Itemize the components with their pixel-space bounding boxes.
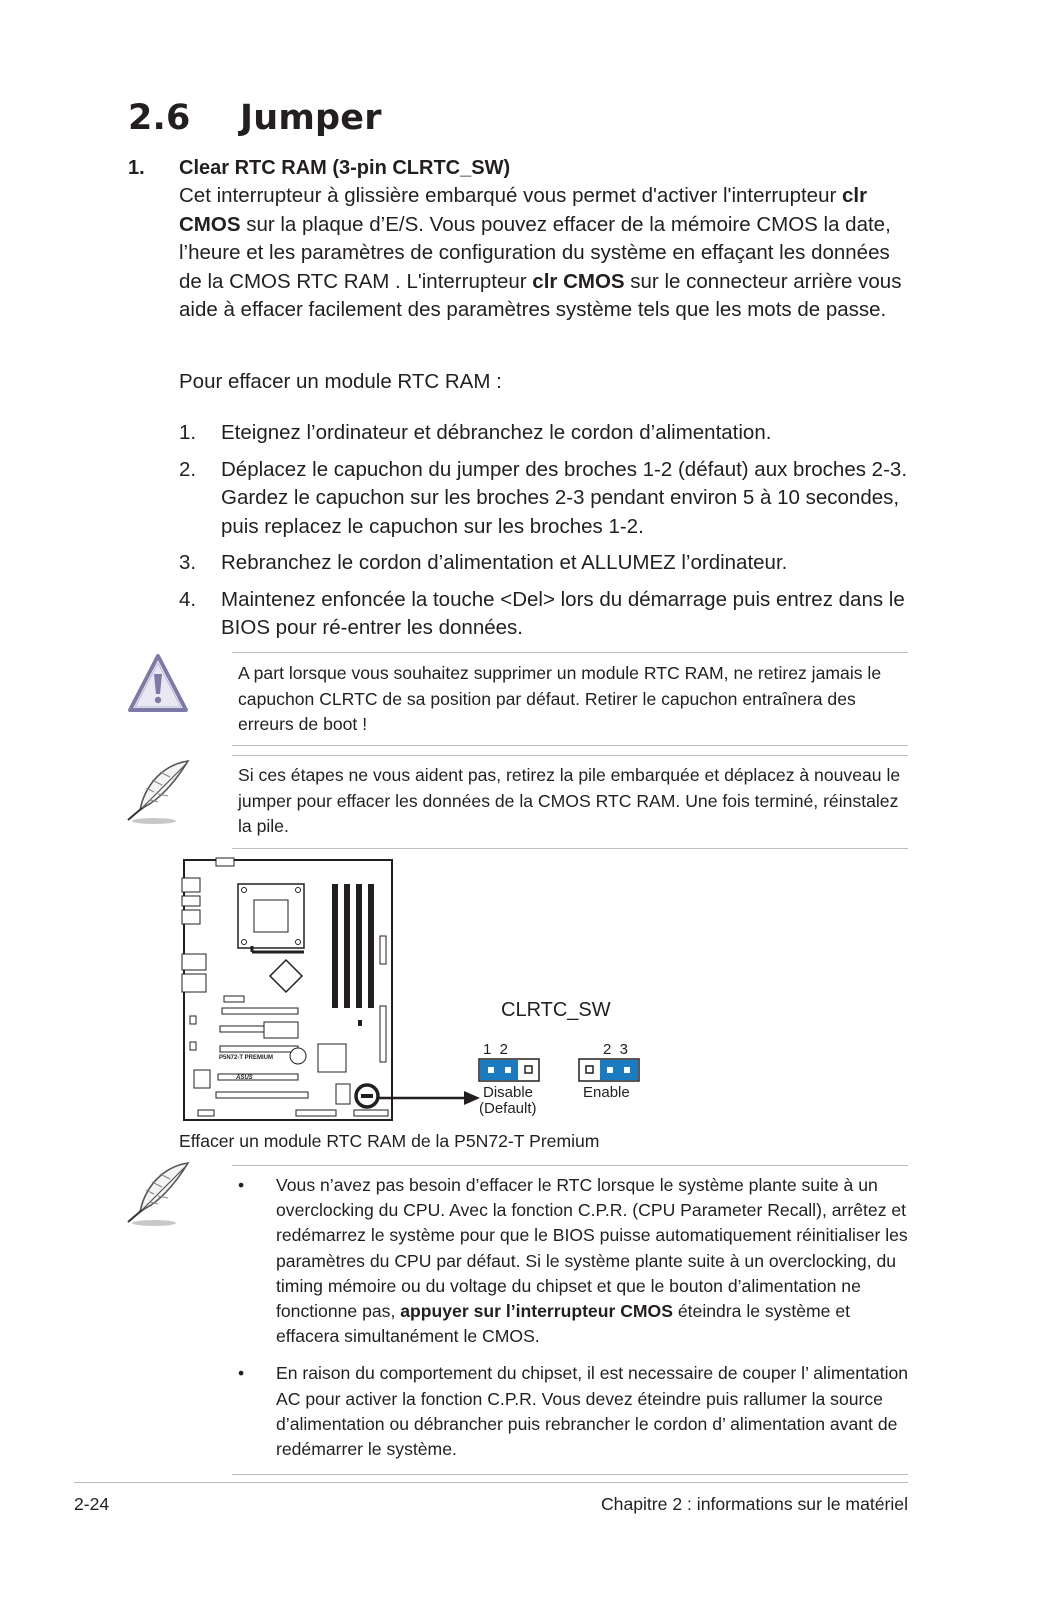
jumper-label: CLRTC_SW — [501, 999, 611, 1021]
step-item — [179, 419, 914, 448]
list-item — [238, 1173, 910, 1349]
step-number: 2. — [179, 457, 197, 481]
item-heading — [128, 157, 510, 180]
divider — [232, 652, 908, 653]
bullet-text: éteindra le système et effacera simultanément le CMOS. — [276, 1301, 850, 1347]
section-title — [128, 98, 382, 138]
page-number: 2-24 — [74, 1494, 110, 1514]
divider — [232, 1165, 908, 1166]
desc-text-c: sur le connecteur arrière vous aide à effacer facilement des paramètres système tels que les mots de passe. — [179, 269, 902, 321]
pins-enable-numbers: 2 3 — [603, 1041, 629, 1058]
note-bullet-list — [238, 1173, 910, 1474]
item-title: Clear RTC RAM (3-pin CLRTC_SW) — [179, 157, 511, 179]
step-item — [179, 586, 914, 643]
feather-note-icon — [124, 758, 192, 826]
divider — [232, 1474, 908, 1475]
step-text: Rebranchez le cordon d’alimentation et ALLUMEZ l’ordinateur. — [221, 551, 788, 574]
default-label: (Default) — [479, 1100, 537, 1117]
procedure-intro: Pour effacer un module RTC RAM : — [179, 370, 502, 393]
jumper-disable-pins — [478, 1058, 540, 1082]
divider — [232, 848, 908, 849]
procedure-steps — [179, 419, 914, 651]
step-number: 1. — [179, 421, 197, 444]
step-text: Maintenez enfoncée la touche <Del> lors du démarrage puis entrez dans le BIOS pour ré-entrer les données. — [221, 587, 905, 639]
bullet-marker: • — [238, 1363, 245, 1384]
caution-icon — [126, 652, 190, 716]
enable-label: Enable — [583, 1084, 630, 1101]
feather-note-icon — [124, 1160, 192, 1228]
chapter-title: Chapitre 2 : informations sur le matériel — [600, 1494, 908, 1514]
step-text: Déplacez le capuchon du jumper des broches 1-2 (défaut) aux broches 2-3. Gardez le capuchon sur les broches 2-3 pendant environ 5 à 10 secondes, puis replacez le capuchon sur les broches 1-2. — [221, 457, 908, 538]
figure-caption: Effacer un module RTC RAM de la P5N72-T Premium — [179, 1131, 600, 1151]
step-item — [179, 456, 914, 542]
disable-label: Disable — [483, 1084, 534, 1101]
section-number: 2.6 — [128, 98, 191, 138]
item-number: 1. — [128, 157, 145, 179]
footer-rule — [74, 1482, 908, 1483]
pins-disable-numbers: 1 2 — [483, 1041, 509, 1058]
divider — [232, 755, 908, 756]
bullet-bold-text: appuyer sur l’interrupteur CMOS — [400, 1301, 673, 1322]
desc-bold-a: clr CMOS — [179, 184, 868, 236]
caution-text: A part lorsque vous souhaitez supprimer un module RTC RAM, ne retirez jamais le capuchon CLRTC de sa position par défaut. Retirer le capuchon entraînera des erreurs de boot ! — [238, 663, 882, 734]
bullet-marker: • — [238, 1175, 245, 1195]
section-title-text: Jumper — [240, 98, 382, 138]
desc-text-a: Cet interrupteur à glissière embarqué vous permet d'activer l'interrupteur — [179, 184, 842, 207]
step-item — [179, 549, 914, 578]
board-logo: ASUS — [236, 1075, 253, 1081]
board-label: P5N72-T PREMIUM — [219, 1055, 274, 1061]
step-text: Eteignez l’ordinateur et débranchez le cordon d’alimentation. — [221, 421, 772, 444]
note-text: Si ces étapes ne vous aident pas, retirez la pile embarquée et déplacez à nouveau le jumper pour effacer les données de la CMOS RTC RAM. Une fois terminé, réinstalez la pile. — [238, 765, 901, 836]
item-description — [179, 182, 909, 325]
desc-bold-b: clr CMOS — [532, 269, 625, 293]
bullet-text: En raison du comportement du chipset, il est necessaire de couper l’ alimentation AC pour activer la fonction C.P.R. Vous devez éteindre puis rallumer la source d’alimentation ou débrancher puis rebrancher le cordon d’ alimentation avant de redémarrer le système. — [276, 1363, 909, 1460]
desc-text-b: sur la plaque d’E/S. Vous pouvez effacer de la mémoire CMOS la date, l’heure et les paramètres de configuration du système en effaçant les données de la CMOS RTC RAM . L'interrupteur — [179, 212, 891, 293]
bullet-text: Vous n’avez pas besoin d’effacer le RTC lorsque le système plante suite à un overclocking du CPU. Avec la fonction C.P.R. (CPU Parameter Recall), arrêtez et redémarrez le système pour que le BIOS puisse automatiquement réinitialiser les paramètres du CPU par défaut. Si le système plante suite à un overclocking, du timing mémoire ou du voltage du chipset et que le bouton d’alimentation ne fonctionne pas, — [276, 1175, 908, 1322]
step-number: 4. — [179, 587, 197, 611]
divider — [232, 745, 908, 746]
jumper-enable-pins — [578, 1058, 640, 1082]
list-item — [238, 1361, 910, 1462]
step-number: 3. — [179, 551, 197, 574]
